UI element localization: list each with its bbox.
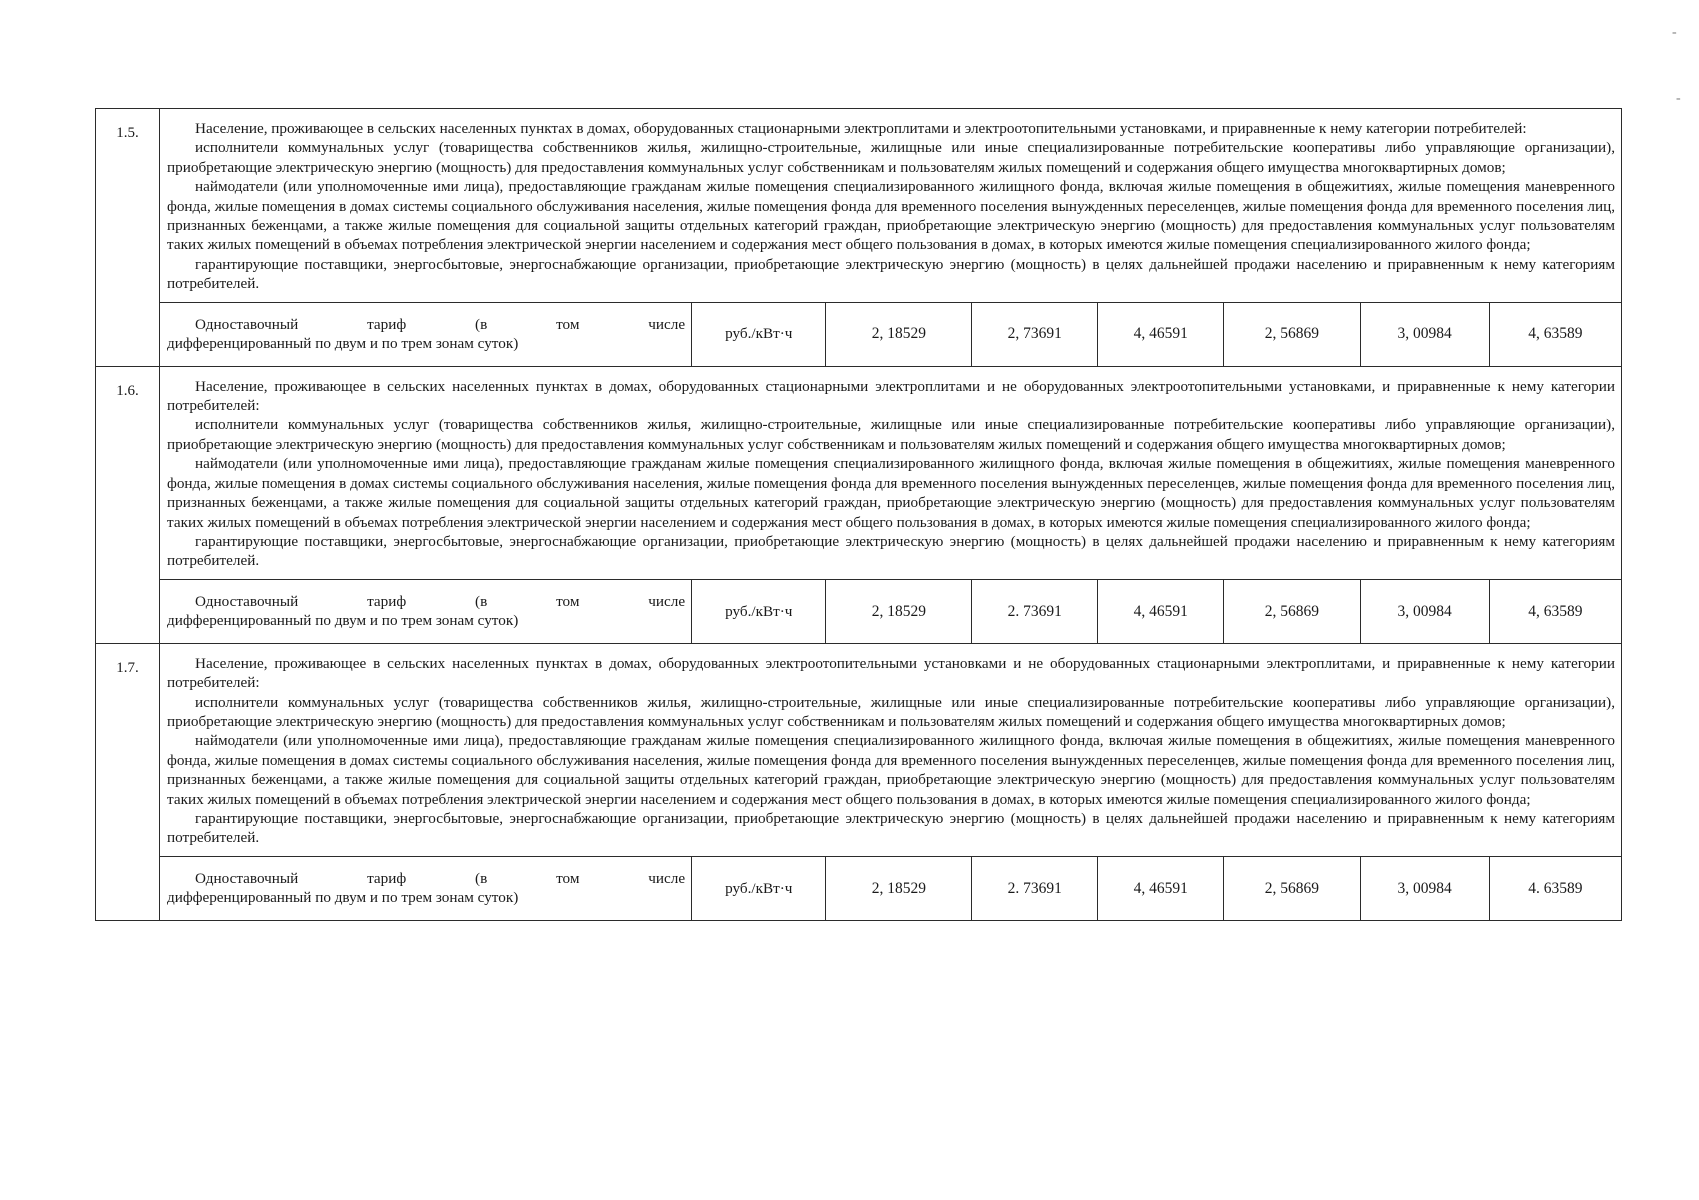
tariff-value-4: 2, 56869 [1224,303,1360,366]
tariff-value-3: 4, 46591 [1098,580,1224,643]
tariff-label [160,857,692,920]
tariff-cell [160,856,1622,920]
tariff-cell [160,302,1622,366]
tariff-value-1: 2, 18529 [826,303,972,366]
category-utility-providers: исполнители коммунальных услуг (товарищества собственников жилья, жилищно-строительные, жилищные или иные специализированные потребительские кооперативы либо управляющие организации), приобретающие электрическую энергию (мощность) для предоставления коммунальных услуг собственникам и пользователям жилых помещений и содержания общего имущества многоквартирных домов; [167,416,1615,453]
tariff-values-table [160,303,1621,366]
category-landlords: наймодатели (или уполномоченные ими лица), предоставляющие гражданам жилые помещения специализированного жилищного фонда, включая жилые помещения в общежитиях, жилые помещения маневренного фонда, жилые помещения в домах системы социального обслуживания населения, жилые помещения фонда для временного поселения вынужденных переселенцев, жилые помещения фонда для временного поселения лиц, признанных беженцами, а также жилые помещения для социальной защиты отдельных категорий граждан, приобретающие электрическую энергию (мощность) для предоставления коммунальных услуг пользователям таких жилых помещений в объемах потребления электрической энергии населением и содержания мест общего пользования в домах, в которых имеются жилые помещения специализированного жилого фонда; [167,455,1615,531]
item-number: 1.5. [96,109,160,367]
tariff-label-line-2: дифференцированный по двум и по трем зонам суток) [167,612,519,630]
tariff-value-3: 4, 46591 [1098,857,1224,920]
tariff-unit: руб./кВт·ч [692,303,826,366]
category-row [96,366,1622,579]
category-utility-providers: исполнители коммунальных услуг (товарищества собственников жилья, жилищно-строительные, жилищные или иные специализированные потребительские кооперативы либо управляющие организации), приобретающие электрическую энергию (мощность) для предоставления коммунальных услуг собственникам и пользователям жилых помещений и содержания общего имущества многоквартирных домов; [167,139,1615,176]
category-suppliers: гарантирующие поставщики, энергосбытовые, энергоснабжающие организации, приобретающие электрическую энергию (мощность) в целях дальнейшей продажи населению и приравненным к нему категориям потребителей. [167,255,1615,293]
category-description [160,109,1622,303]
tariff-value-1: 2, 18529 [826,857,972,920]
tariff-label [160,303,692,366]
tariff-value-5: 3, 00984 [1360,857,1489,920]
tariff-table [95,108,1622,921]
tariff-value-4: 2, 56869 [1224,580,1360,643]
tariff-table-body [96,109,1622,921]
tariff-unit: руб./кВт·ч [692,580,826,643]
item-number: 1.6. [96,366,160,643]
tariff-value-1: 2, 18529 [826,580,972,643]
tariff-value-6: 4, 63589 [1489,303,1621,366]
tariff-unit: руб./кВт·ч [692,857,826,920]
category-description [160,366,1622,579]
category-suppliers: гарантирующие поставщики, энергосбытовые, энергоснабжающие организации, приобретающие электрическую энергию (мощность) в целях дальнейшей продажи населению и приравненным к нему категориям потребителей. [167,809,1615,847]
tariff-value-6: 4, 63589 [1489,580,1621,643]
tariff-value-2: 2. 73691 [972,857,1098,920]
tariff-values-table [160,857,1621,920]
category-row [96,643,1622,856]
tariff-label-line-2: дифференцированный по двум и по трем зонам суток) [167,335,519,353]
tariff-value-2: 2, 73691 [972,303,1098,366]
category-utility-providers: исполнители коммунальных услуг (товарищества собственников жилья, жилищно-строительные, жилищные или иные специализированные потребительские кооперативы либо управляющие организации), приобретающие электрическую энергию (мощность) для предоставления коммунальных услуг собственникам и пользователям жилых помещений и содержания общего имущества многоквартирных домов; [167,693,1615,730]
tariff-value-5: 3, 00984 [1360,580,1489,643]
tariff-value-2: 2. 73691 [972,580,1098,643]
tariff-label [160,580,692,643]
tariff-label-line-1: Одноставочный тариф (в том числе [195,316,686,334]
tariff-cell [160,579,1622,643]
tariff-row [96,302,1622,366]
tariff-values-table [160,580,1621,643]
tariff-value-5: 3, 00984 [1360,303,1489,366]
tariff-value-4: 2, 56869 [1224,857,1360,920]
category-suppliers: гарантирующие поставщики, энергосбытовые, энергоснабжающие организации, приобретающие электрическую энергию (мощность) в целях дальнейшей продажи населению и приравненным к нему категориям потребителей. [167,532,1615,570]
tariff-value-3: 4, 46591 [1098,303,1224,366]
tariff-label-line-1: Одноставочный тариф (в том числе [195,870,686,888]
tariff-label-line-1: Одноставочный тариф (в том числе [195,593,686,611]
scan-mark: - [1676,91,1681,106]
item-number: 1.7. [96,643,160,920]
tariff-row [96,579,1622,643]
category-intro: Население, проживающее в сельских населенных пунктах в домах, оборудованных стационарными электроплитами и электроотопительными установками, и приравненные к нему категории потребителей: [195,120,1527,137]
tariff-row [96,856,1622,920]
category-intro: Население, проживающее в сельских населенных пунктах в домах, оборудованных электроотопительными установками и не оборудованных стационарными электроплитами, и приравненные к нему категории потребителей: [167,654,1615,692]
scan-mark: - [1672,25,1677,40]
category-landlords: наймодатели (или уполномоченные ими лица), предоставляющие гражданам жилые помещения специализированного жилищного фонда, включая жилые помещения в общежитиях, жилые помещения маневренного фонда, жилые помещения в домах системы социального обслуживания населения, жилые помещения фонда для временного поселения вынужденных переселенцев, жилые помещения фонда для временного поселения лиц, признанных беженцами, а также жилые помещения для социальной защиты отдельных категорий граждан, приобретающие электрическую энергию (мощность) для предоставления коммунальных услуг пользователям таких жилых помещений в объемах потребления электрической энергии населением и содержания мест общего пользования в домах, в которых имеются жилые помещения специализированного жилого фонда; [167,178,1615,254]
tariff-label-line-2: дифференцированный по двум и по трем зонам суток) [167,889,519,907]
category-row [96,109,1622,303]
category-description [160,643,1622,856]
category-intro: Население, проживающее в сельских населенных пунктах в домах, оборудованных стационарными электроплитами и не оборудованных электроотопительными установками, и приравненные к нему категории потребителей: [167,377,1615,415]
tariff-value-6: 4. 63589 [1489,857,1621,920]
category-landlords: наймодатели (или уполномоченные ими лица), предоставляющие гражданам жилые помещения специализированного жилищного фонда, включая жилые помещения в общежитиях, жилые помещения маневренного фонда, жилые помещения в домах системы социального обслуживания населения, жилые помещения фонда для временного поселения вынужденных переселенцев, жилые помещения фонда для временного поселения лиц, признанных беженцами, а также жилые помещения для социальной защиты отдельных категорий граждан, приобретающие электрическую энергию (мощность) для предоставления коммунальных услуг пользователям таких жилых помещений в объемах потребления электрической энергии населением и содержания мест общего пользования в домах, в которых имеются жилые помещения специализированного жилого фонда; [167,732,1615,808]
